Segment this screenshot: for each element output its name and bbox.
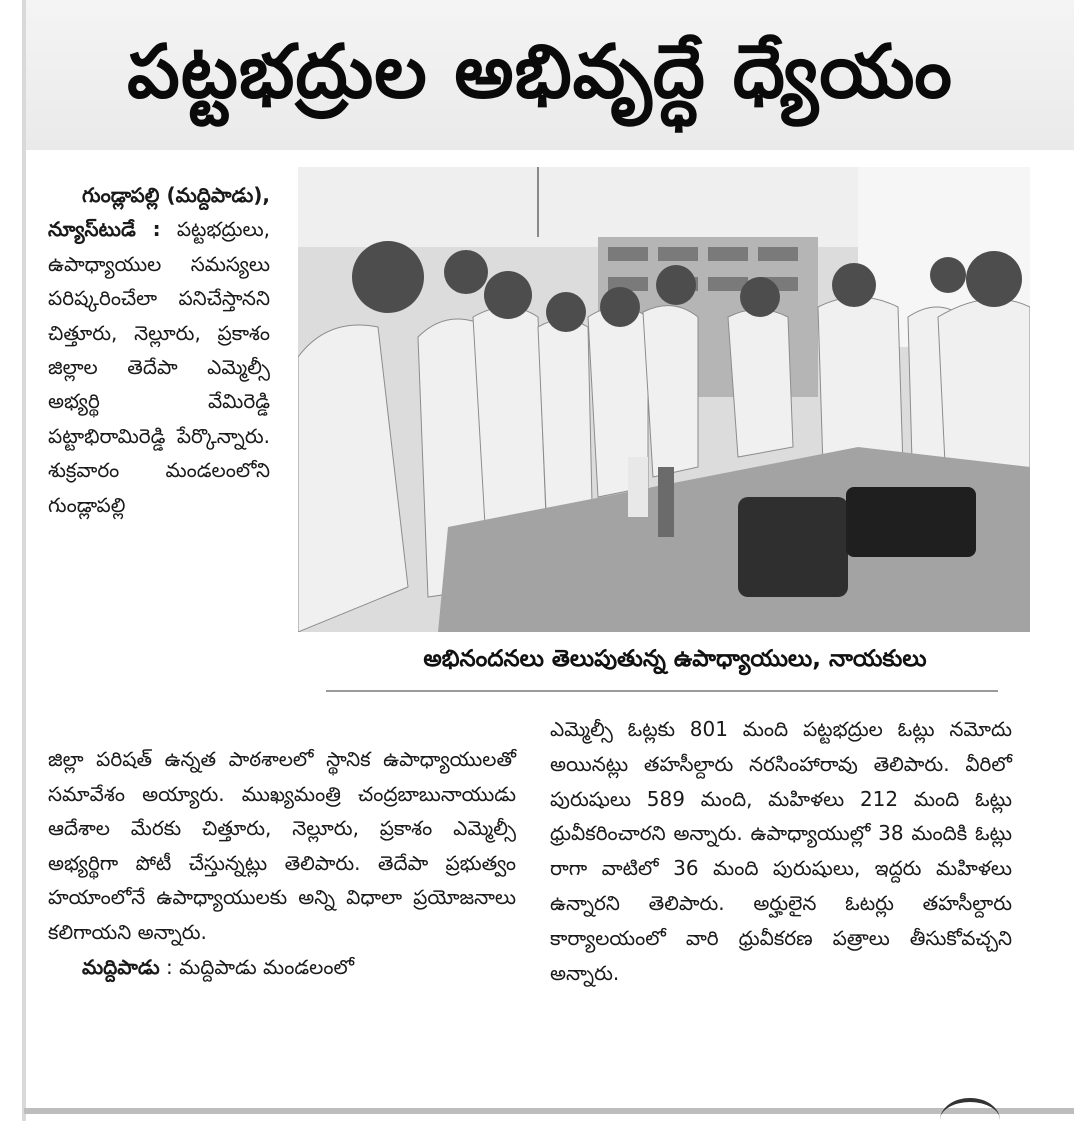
- news-photo: [298, 167, 1030, 632]
- page-corner-arc: [940, 1098, 1000, 1142]
- paragraph-2-lead: మద్దిపాడు: [82, 954, 160, 979]
- article-column-right: [550, 712, 1012, 990]
- paragraph-2-part-2: ఎమ్మెల్సీ ఓట్లకు 801 మంది పట్టభద్రుల ఓట్లు నమోదు అయినట్లు తహసీల్దారు నరసింహారావు తెలిపారు. వీరిలో పురుషులు 589 మంది, మహిళలు 212 మంది ఓట్లు ధ్రువీకరించారని అన్నారు. ఉపాధ్యాయుల్లో 38 మందికి ఓట్లు రాగా వాటిలో 36 మంది పురుషులు, ఇద్దరు మహిళలు ఉన్నారని తెలిపారు. అర్హులైన ఓటర్లు తహసీల్దారు కార్యాలయంలో వారి ధ్రువీకరణ పత్రాలు తీసుకోవచ్చని అన్నారు.: [550, 717, 1012, 985]
- caption-divider: [326, 690, 998, 692]
- column-rule: [22, 0, 26, 1121]
- article-column-wide: [48, 742, 516, 984]
- dateline-place: గుండ్లాపల్లి: [82, 183, 160, 207]
- photo-caption: అభినందనలు తెలుపుతున్న ఉపాధ్యాయులు, నాయకులు: [423, 646, 927, 672]
- dateline-agency: (మద్దిపాడు), న్యూస్‌టుడే :: [48, 183, 270, 242]
- page-bottom-rule: [24, 1108, 1074, 1114]
- group-photo-illustration: [298, 167, 1030, 632]
- paragraph-1-part-1: పట్టభద్రులు, ఉపాధ్యాయుల సమస్యలు పరిష్కరించేలా పనిచేస్తానని చిత్తూరు, నెల్లూరు, ప్రకాశం జిల్లాల తెదేపా ఎమ్మెల్సీ అభ్యర్థి వేమిరెడ్డి పట్టాభిరామిరెడ్డి పేర్కొన్నారు. శుక్రవారం మండలంలోని గుండ్లాపల్లి: [48, 217, 270, 517]
- paragraph-1-part-2: జిల్లా పరిషత్‌ ఉన్నత పాఠశాలలో స్థానిక ఉపాధ్యాయులతో సమావేశం అయ్యారు. ముఖ్యమంత్రి చంద్రబాబునాయుడు ఆదేశాల మేరకు చిత్తూరు, నెల్లూరు, ప్రకాశం ఎమ్మెల్సీ అభ్యర్థిగా పోటీ చేస్తున్నట్లు తెలిపారు. తెదేపా ప్రభుత్వం హయాంలోనే ఉపాధ్యాయులకు అన్ని విధాలా ప్రయోజనాలు కలిగాయని అన్నారు.: [48, 747, 516, 944]
- paragraph-2-part-1: : మద్దిపాడు మండలంలో: [165, 954, 355, 979]
- headline: పట్టభద్రుల అభివృద్ధే ధ్యేయం: [127, 29, 953, 115]
- article-column-narrow: [48, 178, 270, 522]
